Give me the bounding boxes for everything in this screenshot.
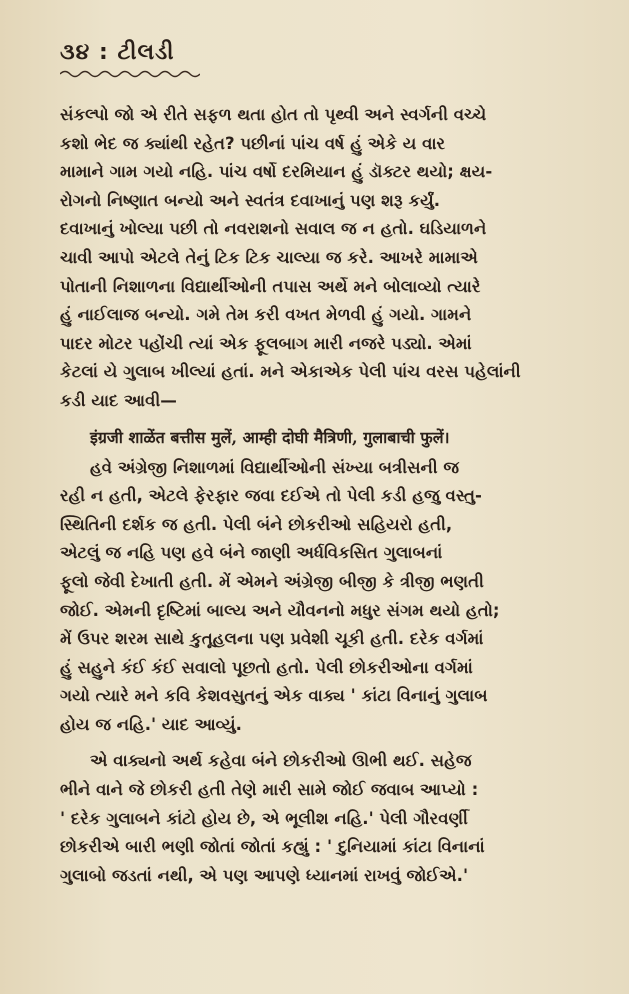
text-line: મેં ઉપર શરમ સાથે કુતૂહલના પણ પ્રવેશી ચૂકી હતી. દરેક વર્ગમાં bbox=[60, 629, 484, 649]
text-line: ફૂલો જેવી દેખાતી હતી. મેં એમને અંગ્રેજી બીજી કે ત્રીજી ભણતી bbox=[60, 571, 484, 591]
text-line: જોઈ. એમની દૃષ્ટિમાં બાલ્ય અને યૌવનનો મધુર સંગમ થયો હતો; bbox=[60, 600, 500, 620]
text-line: સ્થિતિની દર્શક જ હતી. પેલી બંને છોકરીઓ સહિયરો હતી, bbox=[60, 514, 453, 534]
marathi-quote: इंग्रजी शाळेंत बत्तीस मुलें, आम्ही दोघी मैत्रिणी, गुलाबाची फुलें। bbox=[90, 427, 450, 447]
text-line: રોગનો નિષ્ણાત બન્યો અને સ્વતંત્ર દવાખાનું પણ શરૂ કર્યું. bbox=[60, 190, 441, 210]
text-line: ગયો ત્યારે મને કવિ કેશવસુતનું એક વાક્ય ' કાંટા વિનાનું ગુલાબ bbox=[60, 686, 488, 706]
text-line: હું નાઈલાજ બન્યો. ગમે તેમ કરી વખત મેળવી હું ગયો. ગામને bbox=[60, 305, 472, 325]
text-line: છોકરીએ બારી ભણી જોતાં જોતાં કહ્યું : ' દુનિયામાં કાંટા વિનાનાં bbox=[60, 837, 485, 857]
text-line: ' દરેક ગુલાબને કાંટો હોય છે, એ ભૂલીશ નહિ.' પેલી ગૌરવર્ણી bbox=[60, 808, 468, 828]
paragraph-2 bbox=[60, 454, 597, 740]
paragraph-1 bbox=[60, 101, 597, 416]
page-number: ૩૪ bbox=[60, 40, 91, 65]
decorative-underline bbox=[60, 69, 200, 79]
text-line: એટલું જ નહિ પણ હવે બંને જાણી અર્ધવિકસિત ગુલાબનાં bbox=[60, 543, 443, 563]
page-header bbox=[60, 40, 597, 65]
text-line: એ વાક્યનો અર્થ કહેવા બંને છોકરીઓ ઊભી થઈ. સહેજ bbox=[90, 751, 472, 771]
header-separator: : bbox=[98, 40, 109, 65]
text-line: રહી ન હતી, એટલે ફેરફાર જવા દઈએ તો પેલી કડી હજુ વસ્તુ- bbox=[60, 486, 482, 506]
text-line: કડી યાદ આવી— bbox=[60, 390, 177, 410]
text-line: મામાને ગામ ગયો નહિ. પાંચ વર્ષો દરમિયાન હું ડૉક્ટર થયો; ક્ષય- bbox=[60, 162, 493, 182]
text-line: ચાવી આપો એટલે તેનું ટિક ટિક ચાલ્યા જ કરે. આખરે મામાએ bbox=[60, 247, 478, 267]
text-line: કેટલાં યે ગુલાબ ખીલ્યાં હતાં. મને એકાએક પેલી પાંચ વરસ પહેલાંની bbox=[60, 362, 521, 382]
text-line: હવે અંગ્રેજી નિશાળમાં વિદ્યાર્થીઓની સંખ્યા બત્રીસની જ bbox=[90, 457, 460, 477]
text-line: ગુલાબો જડતાં નથી, એ પણ આપણે ધ્યાનમાં રાખવું જોઈએ.' bbox=[60, 865, 469, 885]
text-line: કશો ભેદ જ ક્યાંથી રહેત? પછીનાં પાંચ વર્ષ હું એકે ય વાર bbox=[60, 133, 446, 153]
text-line: હોય જ નહિ.' યાદ આવ્યું. bbox=[60, 714, 242, 734]
text-line: પાદર મોટર પહોંચી ત્યાં એક ફૂલબાગ મારી નજરે પડ્યો. એમાં bbox=[60, 333, 472, 353]
text-line: સંકલ્પો જો એ રીતે સફળ થતા હોત તો પૃથ્વી અને સ્વર્ગની વચ્ચે bbox=[60, 105, 487, 124]
chapter-title: ટીલડી bbox=[117, 40, 175, 65]
text-line: દવાખાનું ખોલ્યા પછી તો નવરાશનો સવાલ જ ન હતો. ઘડિયાળને bbox=[60, 219, 487, 239]
text-line: ભીને વાને જે છોકરી હતી તેણે મારી સામે જોઈ જવાબ આપ્યો : bbox=[60, 780, 479, 800]
text-line: પોતાની નિશાળના વિદ્યાર્થીઓની તપાસ અર્થે મને બોલાવ્યો ત્યારે bbox=[60, 276, 481, 296]
text-line: હું સહુને કંઈ કંઈ સવાલો પૂછતો હતો. પેલી છોકરીઓના વર્ગમાં bbox=[60, 657, 473, 677]
paragraph-3 bbox=[60, 747, 597, 890]
